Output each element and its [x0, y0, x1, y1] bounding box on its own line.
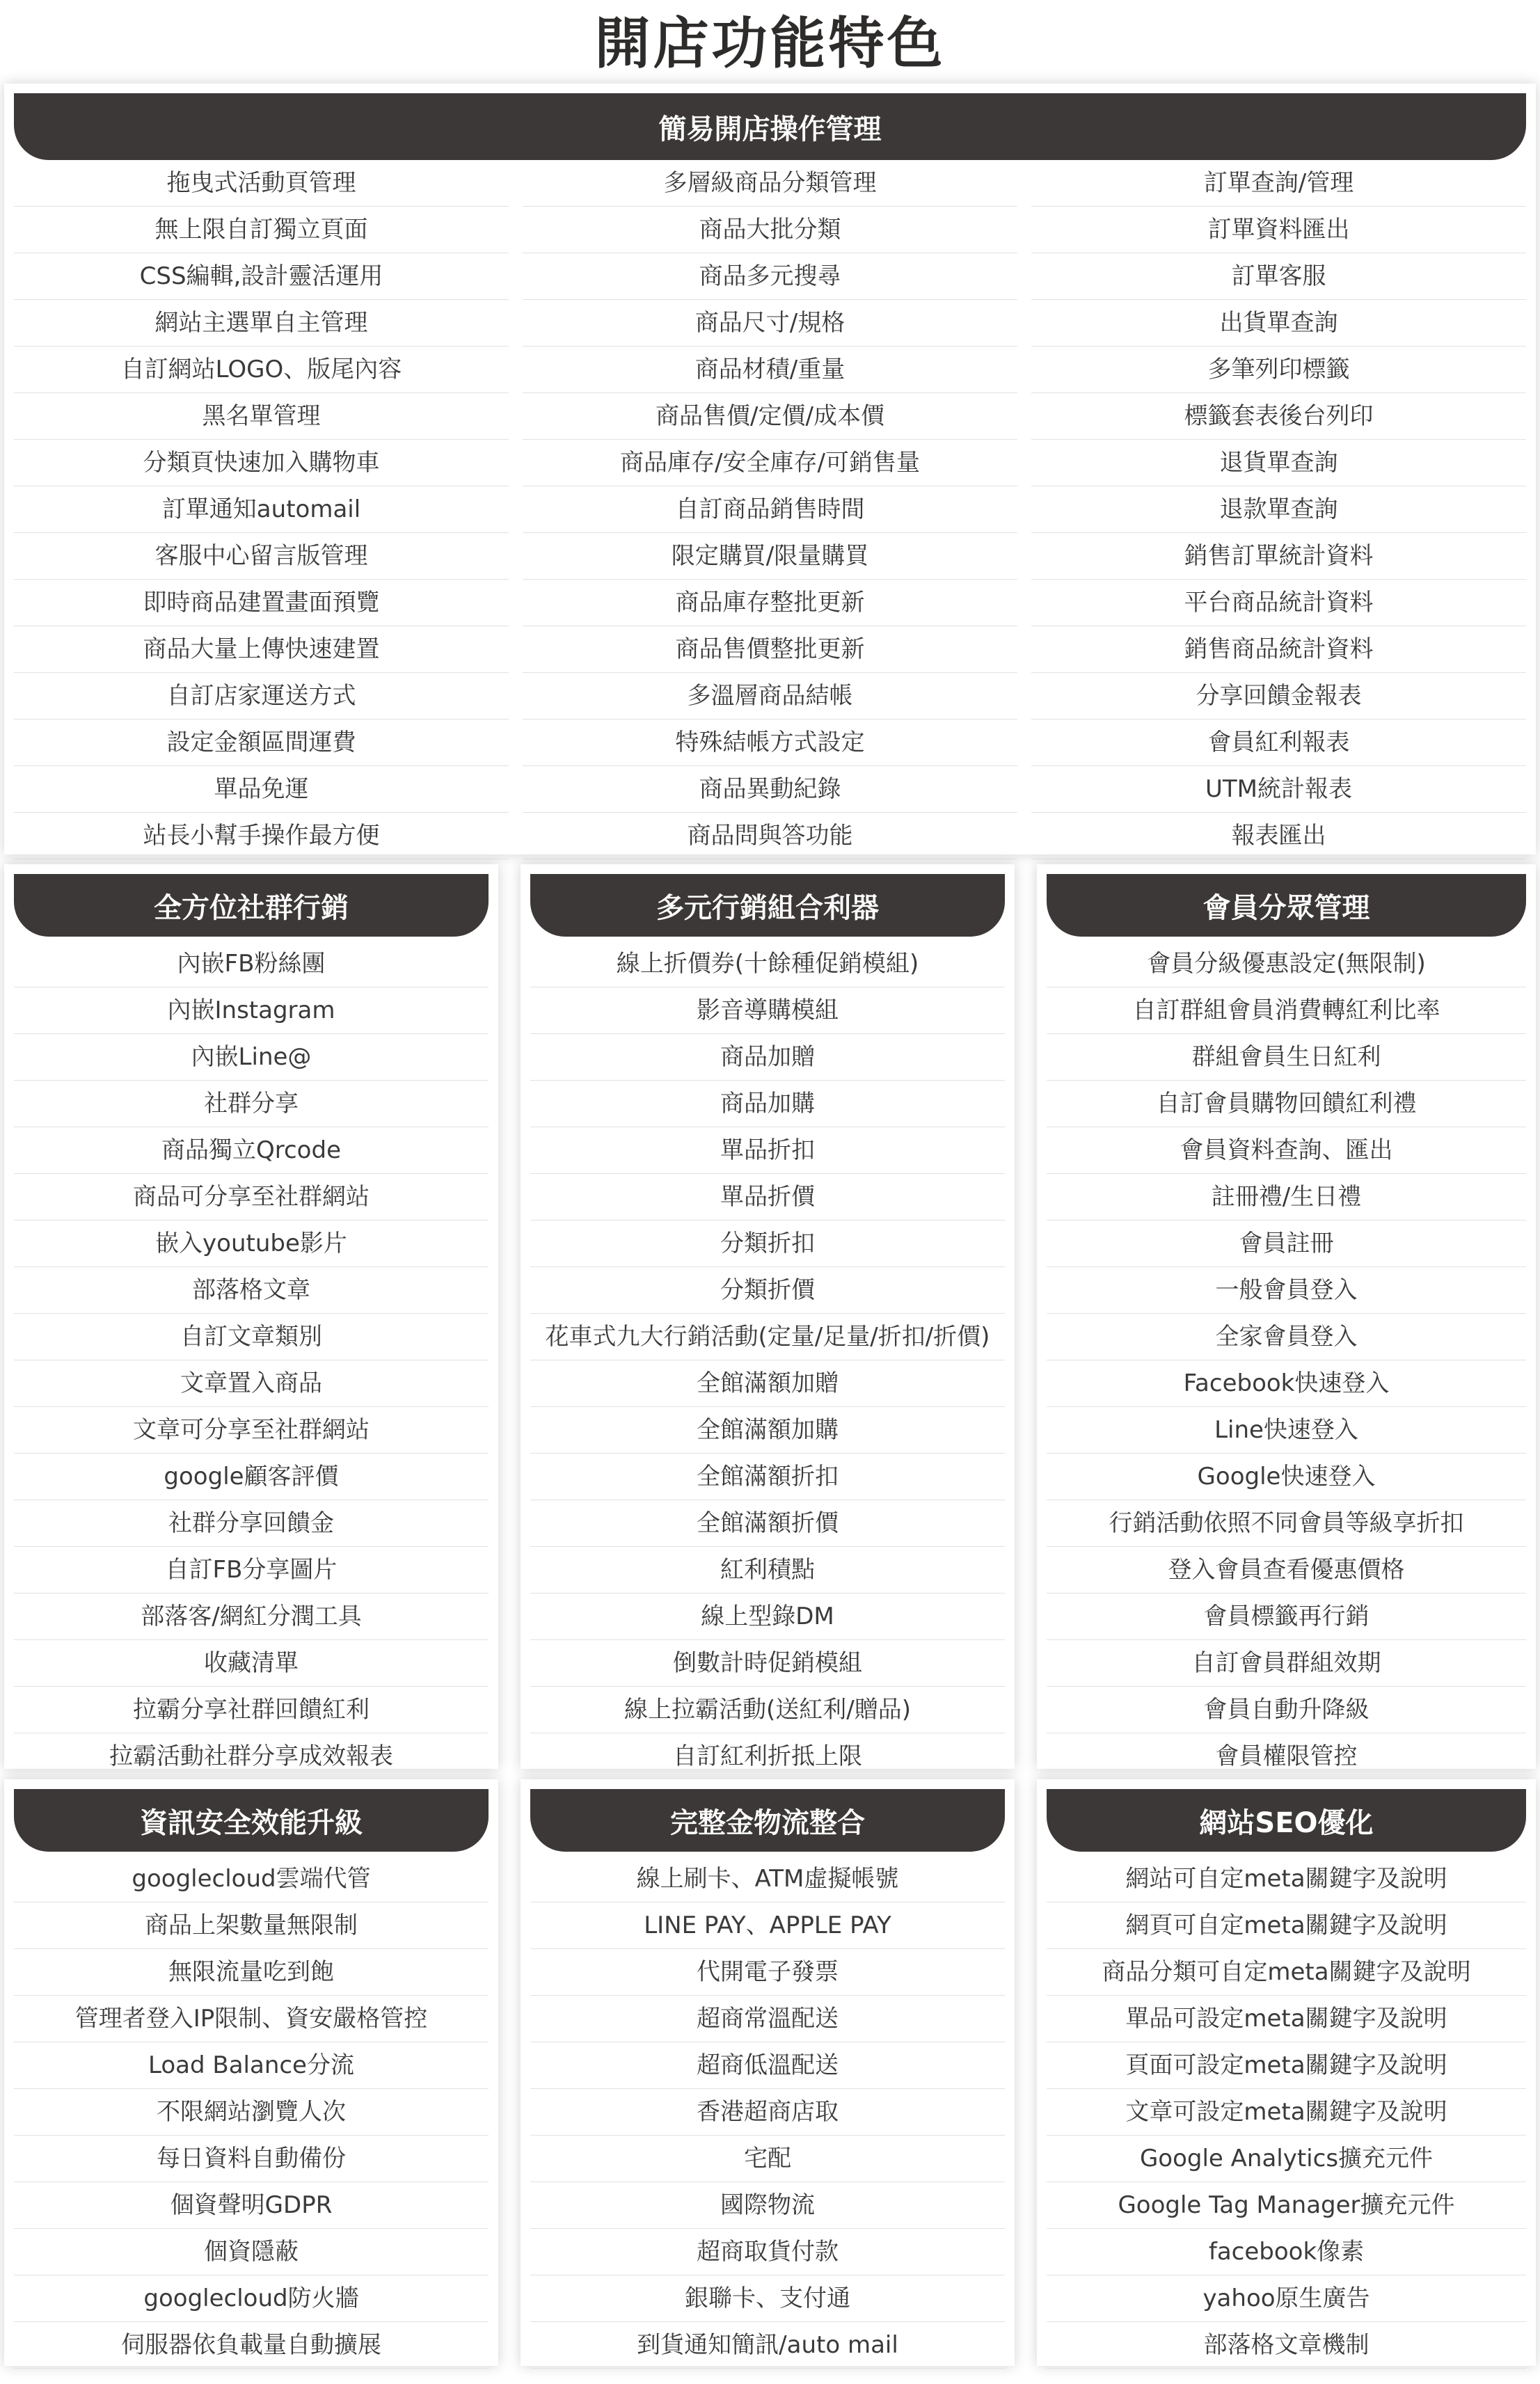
- feature-item: 多筆列印標籤: [1031, 347, 1526, 393]
- feature-item: 一般會員登入: [1047, 1267, 1526, 1314]
- feature-item: 分類折扣: [530, 1221, 1005, 1267]
- feature-item: 國際物流: [530, 2182, 1005, 2229]
- panel-header: 簡易開店操作管理: [14, 93, 1526, 160]
- feature-item: 自訂店家運送方式: [14, 673, 509, 720]
- feature-item: Google Tag Manager擴充元件: [1047, 2182, 1526, 2229]
- feature-item: 無限流量吃到飽: [14, 1949, 489, 1996]
- feature-item: Google快速登入: [1047, 1454, 1526, 1500]
- feature-item: Facebook快速登入: [1047, 1360, 1526, 1407]
- feature-item: 自訂會員群組效期: [1047, 1640, 1526, 1687]
- feature-item: facebook像素: [1047, 2229, 1526, 2275]
- feature-item: 自訂網站LOGO、版尾內容: [14, 347, 509, 393]
- feature-item: 網站可自定meta關鍵字及說明: [1047, 1856, 1526, 1902]
- feature-item: 商品材積/重量: [523, 347, 1017, 393]
- feature-item: 紅利積點: [530, 1547, 1005, 1594]
- feature-item: googlecloud防火牆: [14, 2275, 489, 2322]
- feature-item: 線上拉霸活動(送紅利/贈品): [530, 1687, 1005, 1733]
- feature-item: 個資聲明GDPR: [14, 2182, 489, 2229]
- feature-list: [530, 941, 1005, 1780]
- feature-item: 部落客/網紅分潤工具: [14, 1594, 489, 1640]
- feature-item: 商品庫存/安全庫存/可銷售量: [523, 440, 1017, 486]
- feature-item: 全館滿額折價: [530, 1500, 1005, 1547]
- feature-item: 網頁可自定meta關鍵字及說明: [1047, 1902, 1526, 1949]
- feature-item: CSS編輯,設計靈活運用: [14, 253, 509, 300]
- panel-header: 全方位社群行銷: [14, 874, 489, 937]
- feature-list: [14, 941, 489, 1780]
- feature-item: 商品問與答功能: [523, 813, 1017, 859]
- feature-item: 訂單資料匯出: [1031, 207, 1526, 253]
- feature-item: 銷售商品統計資料: [1031, 626, 1526, 673]
- feature-item: 全家會員登入: [1047, 1314, 1526, 1360]
- feature-item: 商品加贈: [530, 1034, 1005, 1081]
- feature-item: 自訂群組會員消費轉紅利比率: [1047, 987, 1526, 1034]
- feature-item: 自訂FB分享圖片: [14, 1547, 489, 1594]
- feature-item: 客服中心留言版管理: [14, 533, 509, 580]
- feature-item: 個資隱蔽: [14, 2229, 489, 2275]
- feature-item: LINE PAY、APPLE PAY: [530, 1902, 1005, 1949]
- feature-item: 商品售價整批更新: [523, 626, 1017, 673]
- feature-item: 特殊結帳方式設定: [523, 720, 1017, 766]
- feature-list: [14, 1856, 489, 2369]
- feature-column: [14, 160, 509, 859]
- feature-item: 自訂商品銷售時間: [523, 486, 1017, 533]
- feature-item: 設定金額區間運費: [14, 720, 509, 766]
- feature-item: 商品大批分類: [523, 207, 1017, 253]
- panel-header: 完整金物流整合: [530, 1789, 1005, 1852]
- feature-item: 商品尺寸/規格: [523, 300, 1017, 347]
- feature-item: 全館滿額加購: [530, 1407, 1005, 1454]
- feature-item: 出貨單查詢: [1031, 300, 1526, 347]
- feature-item: 拖曳式活動頁管理: [14, 160, 509, 207]
- feature-item: 每日資料自動備份: [14, 2136, 489, 2182]
- member-management-panel: [1037, 864, 1536, 1769]
- feature-item: 單品折扣: [530, 1127, 1005, 1174]
- feature-item: 無上限自訂獨立頁面: [14, 207, 509, 253]
- feature-item: 退貨單查詢: [1031, 440, 1526, 486]
- feature-item: 文章可設定meta關鍵字及說明: [1047, 2089, 1526, 2136]
- feature-item: 商品分類可自定meta關鍵字及說明: [1047, 1949, 1526, 1996]
- feature-item: 會員註冊: [1047, 1221, 1526, 1267]
- feature-item: 銀聯卡、支付通: [530, 2275, 1005, 2322]
- feature-item: 商品上架數量無限制: [14, 1902, 489, 1949]
- feature-item: 多溫層商品結帳: [523, 673, 1017, 720]
- feature-item: 會員標籤再行銷: [1047, 1594, 1526, 1640]
- feature-item: 線上刷卡、ATM虛擬帳號: [530, 1856, 1005, 1902]
- feature-item: 會員資料查詢、匯出: [1047, 1127, 1526, 1174]
- feature-item: 社群分享: [14, 1081, 489, 1127]
- feature-item: 會員權限管控: [1047, 1733, 1526, 1780]
- feature-item: 分類頁快速加入購物車: [14, 440, 509, 486]
- feature-item: 商品異動紀錄: [523, 766, 1017, 813]
- feature-item: 單品免運: [14, 766, 509, 813]
- feature-item: 部落格文章機制: [1047, 2322, 1526, 2369]
- feature-item: 嵌入youtube影片: [14, 1221, 489, 1267]
- feature-item: 香港超商店取: [530, 2089, 1005, 2136]
- feature-item: 社群分享回饋金: [14, 1500, 489, 1547]
- feature-item: 全館滿額加贈: [530, 1360, 1005, 1407]
- feature-item: 商品大量上傳快速建置: [14, 626, 509, 673]
- feature-item: 訂單查詢/管理: [1031, 160, 1526, 207]
- feature-item: Load Balance分流: [14, 2042, 489, 2089]
- feature-item: UTM統計報表: [1031, 766, 1526, 813]
- feature-item: 線上型錄DM: [530, 1594, 1005, 1640]
- feature-item: 分類折價: [530, 1267, 1005, 1314]
- feature-item: 單品可設定meta關鍵字及說明: [1047, 1996, 1526, 2042]
- marketing-tools-panel: [521, 864, 1015, 1769]
- feature-item: 訂單通知automail: [14, 486, 509, 533]
- feature-item: 倒數計時促銷模組: [530, 1640, 1005, 1687]
- feature-item: 內嵌FB粉絲團: [14, 941, 489, 987]
- feature-list: [1047, 1856, 1526, 2369]
- panel-header: 會員分眾管理: [1047, 874, 1526, 937]
- feature-item: 內嵌Line@: [14, 1034, 489, 1081]
- feature-item: googlecloud雲端代管: [14, 1856, 489, 1902]
- feature-item: 全館滿額折扣: [530, 1454, 1005, 1500]
- feature-item: 會員分級優惠設定(無限制): [1047, 941, 1526, 987]
- feature-item: 超商常溫配送: [530, 1996, 1005, 2042]
- panel-header: 多元行銷組合利器: [530, 874, 1005, 937]
- feature-item: 行銷活動依照不同會員等級享折扣: [1047, 1500, 1526, 1547]
- feature-item: 代開電子發票: [530, 1949, 1005, 1996]
- feature-item: 收藏清單: [14, 1640, 489, 1687]
- feature-item: 花車式九大行銷活動(定量/足量/折扣/折價): [530, 1314, 1005, 1360]
- payment-logistics-panel: [521, 1779, 1015, 2366]
- feature-item: 商品庫存整批更新: [523, 580, 1017, 626]
- feature-item: 群組會員生日紅利: [1047, 1034, 1526, 1081]
- feature-item: 自訂文章類別: [14, 1314, 489, 1360]
- feature-item: 線上折價券(十餘種促銷模組): [530, 941, 1005, 987]
- feature-item: 超商取貨付款: [530, 2229, 1005, 2275]
- feature-column: [523, 160, 1017, 859]
- feature-item: 不限網站瀏覽人次: [14, 2089, 489, 2136]
- feature-item: 銷售訂單統計資料: [1031, 533, 1526, 580]
- feature-item: 影音導購模組: [530, 987, 1005, 1034]
- feature-item: 商品售價/定價/成本價: [523, 393, 1017, 440]
- feature-item: 註冊禮/生日禮: [1047, 1174, 1526, 1221]
- feature-item: 多層級商品分類管理: [523, 160, 1017, 207]
- security-performance-panel: [4, 1779, 498, 2366]
- feature-item: 伺服器依負載量自動擴展: [14, 2322, 489, 2369]
- feature-item: 網站主選單自主管理: [14, 300, 509, 347]
- feature-item: 管理者登入IP限制、資安嚴格管控: [14, 1996, 489, 2042]
- feature-item: 商品獨立Qrcode: [14, 1127, 489, 1174]
- feature-item: 超商低溫配送: [530, 2042, 1005, 2089]
- feature-item: 報表匯出: [1031, 813, 1526, 859]
- feature-item: 會員自動升降級: [1047, 1687, 1526, 1733]
- feature-item: 即時商品建置畫面預覽: [14, 580, 509, 626]
- feature-item: 拉霸活動社群分享成效報表: [14, 1733, 489, 1780]
- feature-item: 標籤套表後台列印: [1031, 393, 1526, 440]
- feature-item: 文章可分享至社群網站: [14, 1407, 489, 1454]
- feature-list: [1047, 941, 1526, 1780]
- feature-item: 商品加購: [530, 1081, 1005, 1127]
- feature-item: Line快速登入: [1047, 1407, 1526, 1454]
- feature-item: 自訂會員購物回饋紅利禮: [1047, 1081, 1526, 1127]
- feature-item: 宅配: [530, 2136, 1005, 2182]
- feature-column: [1031, 160, 1526, 859]
- feature-item: 訂單客服: [1031, 253, 1526, 300]
- feature-item: 限定購買/限量購買: [523, 533, 1017, 580]
- feature-item: yahoo原生廣告: [1047, 2275, 1526, 2322]
- seo-panel: [1037, 1779, 1536, 2366]
- feature-item: 站長小幫手操作最方便: [14, 813, 509, 859]
- main-feature-panel: [4, 84, 1536, 855]
- feature-item: 會員紅利報表: [1031, 720, 1526, 766]
- feature-item: 單品折價: [530, 1174, 1005, 1221]
- feature-list: [530, 1856, 1005, 2369]
- feature-item: 平台商品統計資料: [1031, 580, 1526, 626]
- feature-item: google顧客評價: [14, 1454, 489, 1500]
- feature-item: 部落格文章: [14, 1267, 489, 1314]
- feature-item: 拉霸分享社群回饋紅利: [14, 1687, 489, 1733]
- feature-item: 內嵌Instagram: [14, 987, 489, 1034]
- feature-item: 自訂紅利折抵上限: [530, 1733, 1005, 1780]
- feature-item: 商品可分享至社群網站: [14, 1174, 489, 1221]
- feature-item: 商品多元搜尋: [523, 253, 1017, 300]
- feature-item: 退款單查詢: [1031, 486, 1526, 533]
- feature-grid: [14, 160, 1526, 859]
- feature-item: 黑名單管理: [14, 393, 509, 440]
- feature-item: 頁面可設定meta關鍵字及說明: [1047, 2042, 1526, 2089]
- panel-header: 資訊安全效能升級: [14, 1789, 489, 1852]
- page-title: 開店功能特色: [594, 10, 946, 76]
- panel-header: 網站SEO優化: [1047, 1789, 1526, 1852]
- feature-item: Google Analytics擴充元件: [1047, 2136, 1526, 2182]
- feature-item: 分享回饋金報表: [1031, 673, 1526, 720]
- feature-item: 文章置入商品: [14, 1360, 489, 1407]
- feature-item: 登入會員查看優惠價格: [1047, 1547, 1526, 1594]
- feature-item: 到貨通知簡訊/auto mail: [530, 2322, 1005, 2369]
- social-marketing-panel: [4, 864, 498, 1769]
